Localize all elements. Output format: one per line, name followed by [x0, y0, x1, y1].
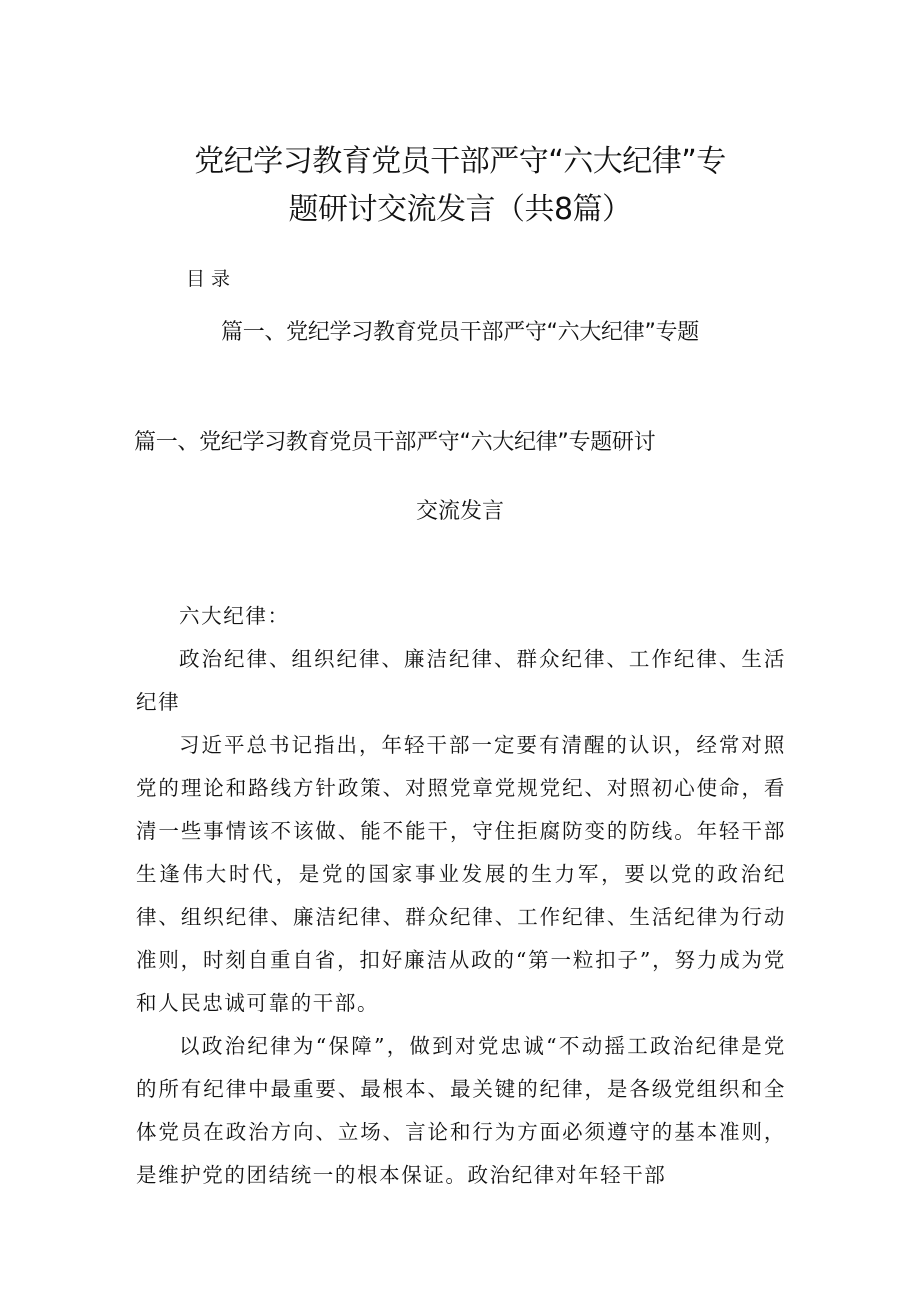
- paragraph: 六大纪律：: [179, 604, 290, 628]
- document-title-line-1: 党纪学习教育党员干部严守“六大纪律”专: [194, 144, 726, 179]
- toc-label: 目录: [186, 268, 237, 290]
- toc-item-1[interactable]: 篇一、党纪学习教育党员干部严守“六大纪律”专题: [221, 320, 699, 345]
- document-title-line-2: 题研讨交流发言（共8篇）: [288, 192, 632, 227]
- paragraph: 习近平总书记指出，年轻干部一定要有清醒的认识，经常对照党的理论和路线方针政策、对照党章党规党纪、对照初心使命，看清一些事情该不该做、能不能干，守住拒腐防变的防线。年轻干部生逢伟大时代，是党的国家事业发展的生力军，要以党的政治纪律、组织纪律、廉洁纪律、群众纪律、工作纪律、生活纪律为行动准则，时刻自重自省，扣好廉洁从政的“第一粒扣子”，努力成为党和人民忠诚可靠的干部。: [136, 733, 786, 1015]
- body-text: [136, 595, 786, 1197]
- paragraph: 政治纪律、组织纪律、廉洁纪律、群众纪律、工作纪律、生活纪律: [136, 647, 786, 714]
- section-heading-line-1: 篇一、党纪学习教育党员干部严守“六大纪律”专题研讨: [134, 430, 656, 455]
- paragraph: 以政治纪律为“保障”，做到对党忠诚“不动摇工政治纪律是党的所有纪律中最重要、最根本、最关键的纪律，是各级党组织和全体党员在政治方向、立场、言论和行为方面必须遵守的基本准则，是维护党的团结统一的根本保证。政治纪律对年轻干部: [136, 1034, 786, 1187]
- section-heading-line-2: 交流发言: [415, 499, 504, 524]
